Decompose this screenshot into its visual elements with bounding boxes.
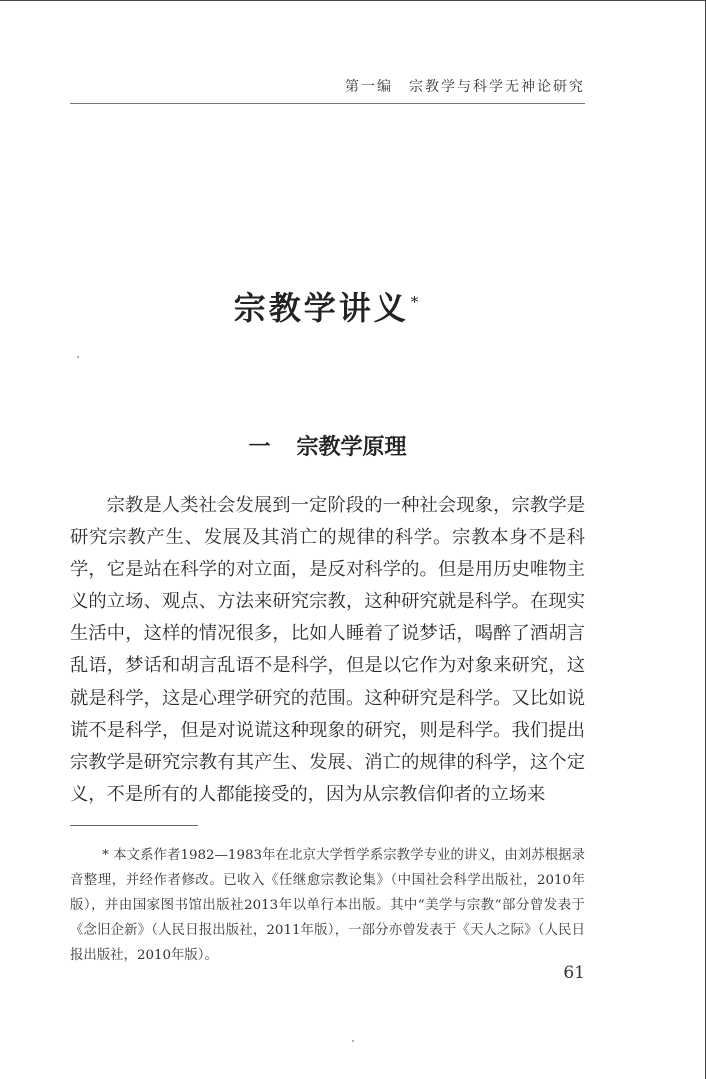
- page-number: 61: [563, 963, 585, 983]
- footnote: * 本文系作者1982—1983年在北京大学哲学系宗教学专业的讲义，由刘苏根据录音整理，并经作者修改。已收入《任继愈宗教论集》（中国社会科学出版社，2010年版），并由国家图书馆出版社2013年以单行本出版。其中“美学与宗教”部分曾发表于《念旧企新》（人民日报出版社，2011年版），一部分亦曾发表于《天人之际》（人民日报出版社，2010年版）。: [70, 848, 585, 963]
- scan-speck: [77, 356, 79, 358]
- body-paragraph: 宗教是人类社会发展到一定阶段的一种社会现象，宗教学是研究宗教产生、发展及其消亡的规律的科学。宗教本身不是科学，它是站在科学的对立面，是反对科学的。但是用历史唯物主义的立场、观点、方法来研究宗教，这种研究就是科学。在现实生活中，这样的情况很多，比如人睡着了说梦话，喝醉了酒胡言乱语，梦话和胡言乱语不是科学，但是以它作为对象来研究，这就是科学，这是心理学研究的范围。这种研究是科学。又比如说谎不是科学，但是对说谎这种现象的研究，则是科学。我们提出宗教学是研究宗教有其产生、发展、消亡的规律的科学，这个定义，不是所有的人都能接受的，因为从宗教信仰者的立场来: [70, 495, 585, 805]
- footnote-rule: [70, 825, 198, 826]
- footnote-marker: *: [410, 293, 422, 312]
- header-rule: [70, 103, 585, 104]
- scan-speck: [352, 1040, 354, 1042]
- chapter-title: [70, 283, 585, 329]
- section-title: 宗教学原理: [296, 434, 407, 460]
- section-number: 一: [248, 434, 271, 460]
- chapter-title-text: 宗教学讲义: [233, 289, 409, 327]
- section-heading: [70, 430, 585, 461]
- page-border-top: [0, 0, 706, 1]
- running-header: 第一编 宗教学与科学无神论研究: [345, 79, 585, 95]
